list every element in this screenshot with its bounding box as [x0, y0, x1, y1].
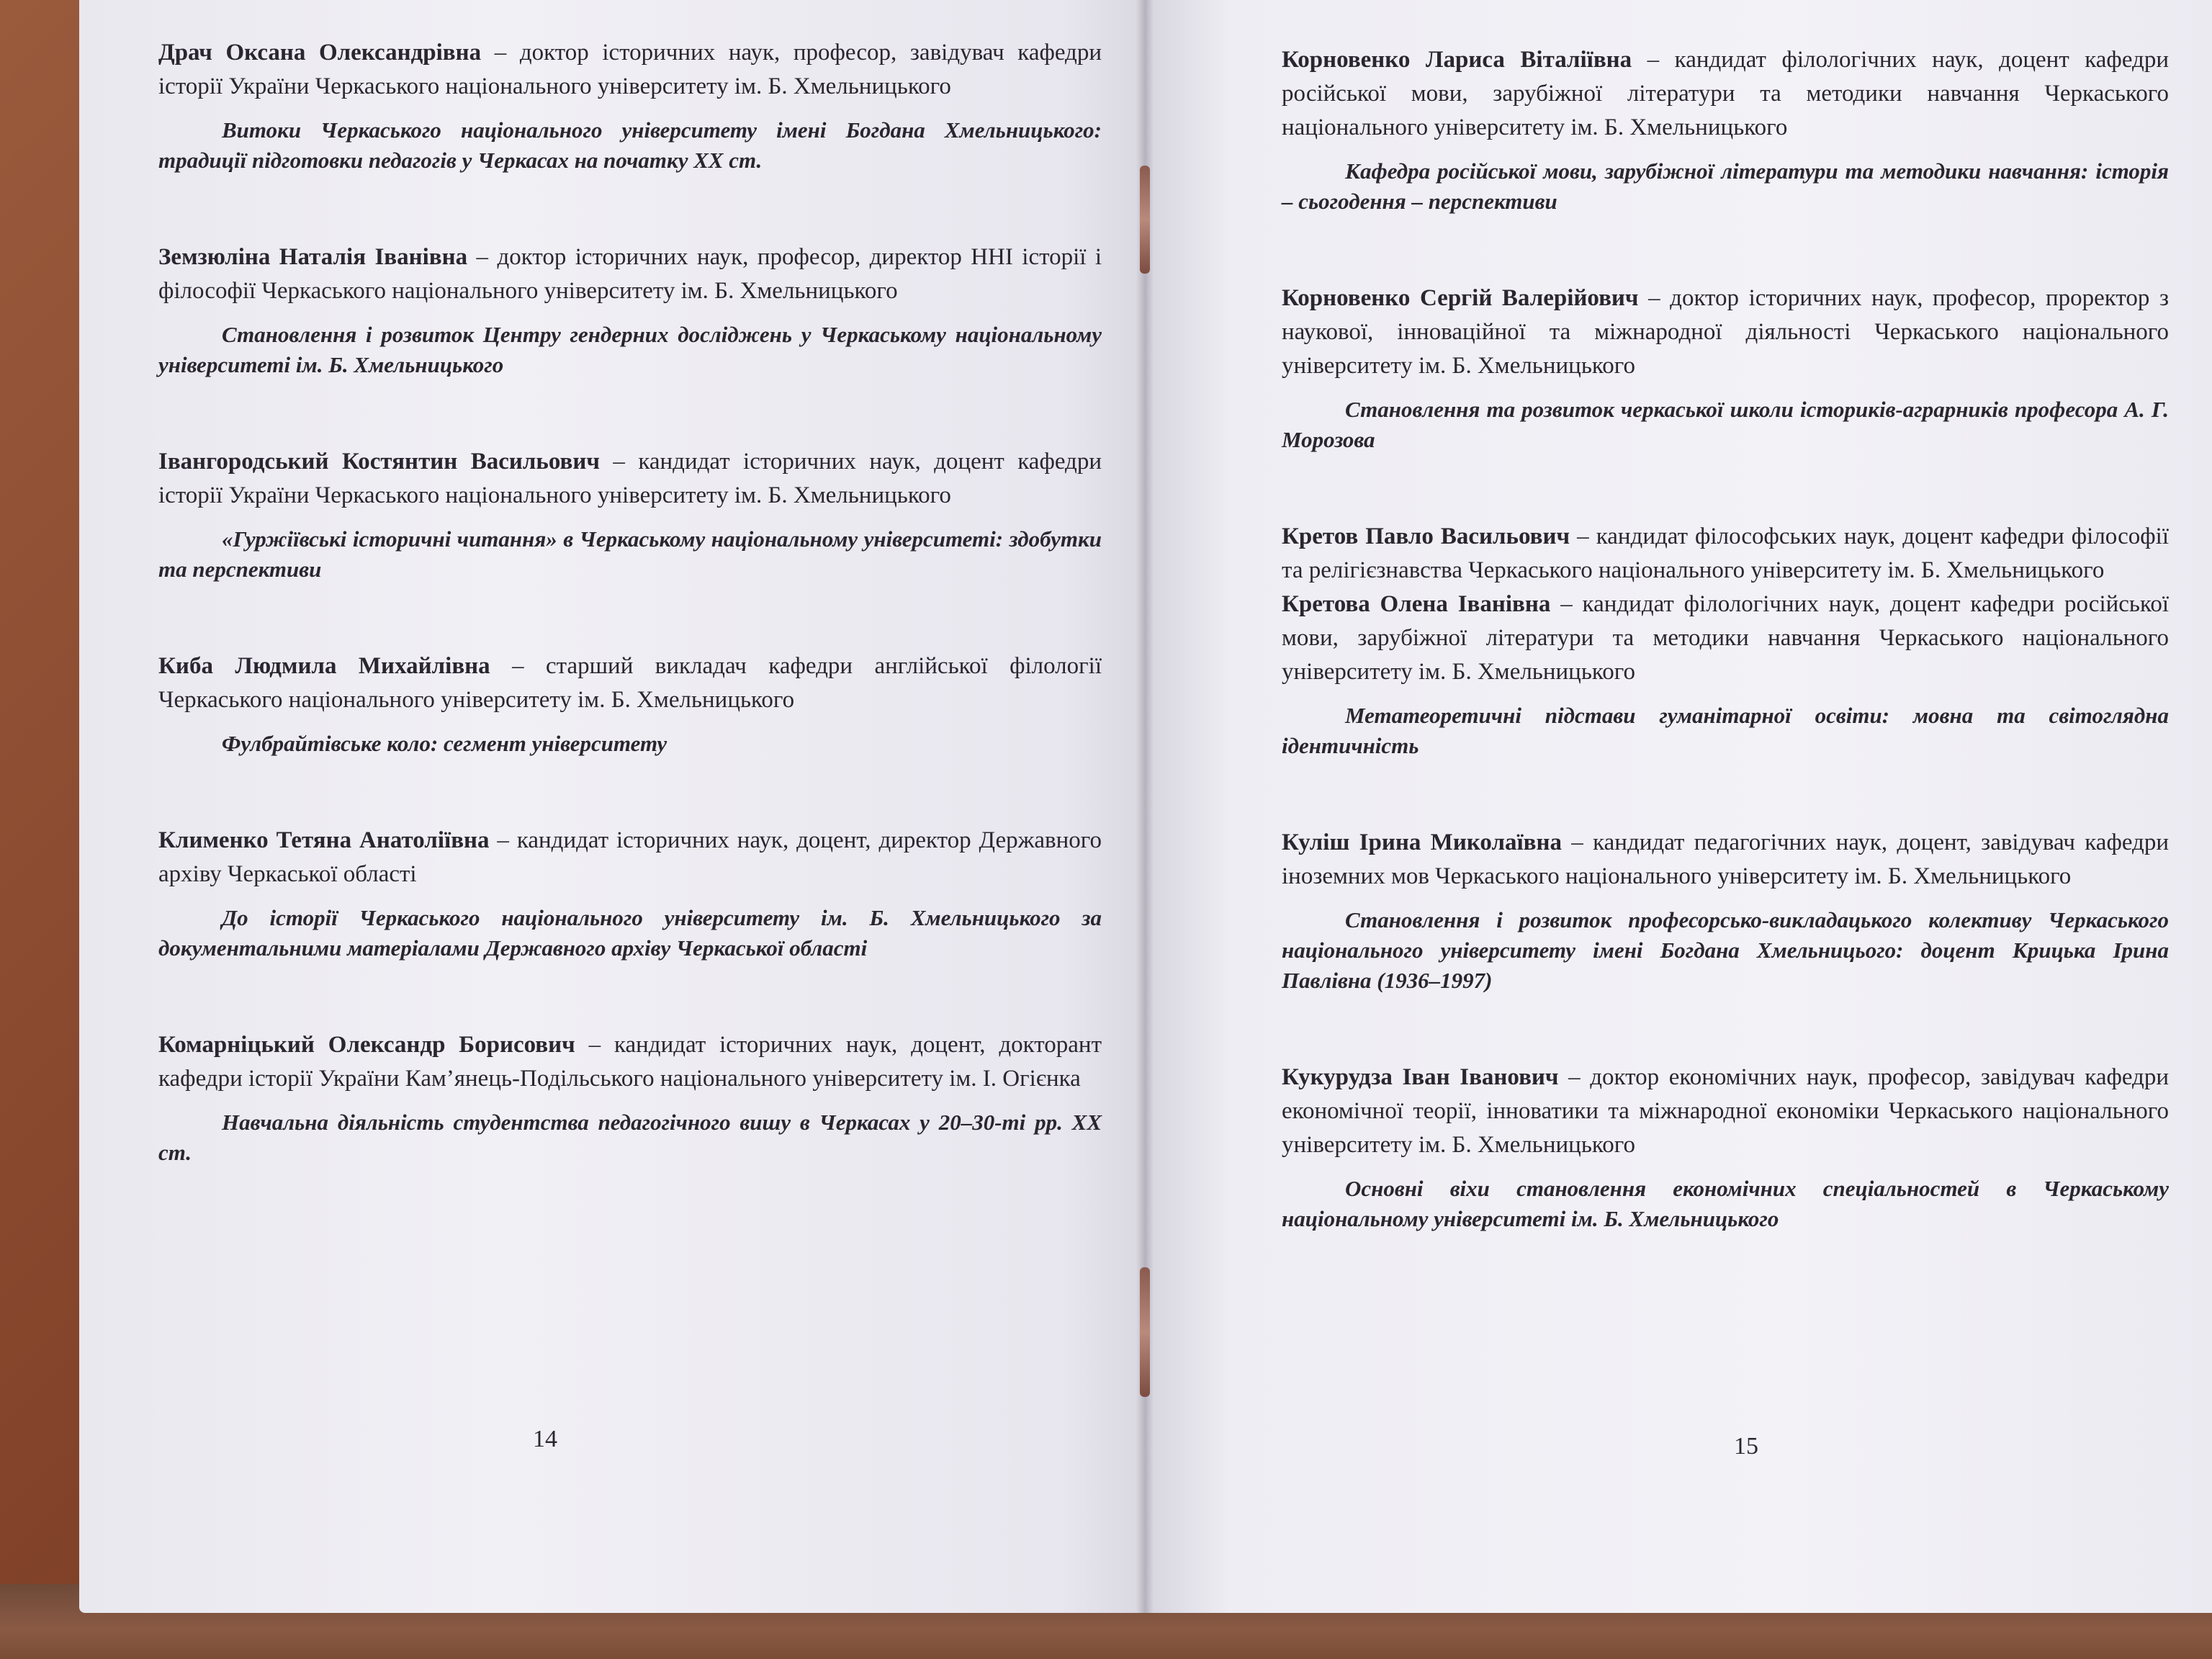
report-topic: «Гуржіївські історичні читання» в Черкаському національному університеті: здобутки та перспективи	[158, 526, 1102, 582]
author-info	[158, 36, 1102, 104]
entry-kornovenko-serhii	[1282, 282, 2169, 455]
author-info	[158, 1028, 1102, 1096]
report-topic: Становлення і розвиток Центру гендерних досліджень у Черкаському національному університеті ім. Б. Хмельницького	[158, 322, 1102, 377]
author-name: Киба Людмила Михайлівна	[158, 653, 490, 679]
report-topic: Витоки Черкаського національного університету імені Богдана Хмельницького: традиції підготовки педагогів у Черкасах на початку XX ст.	[158, 117, 1102, 173]
author-name: Кукурудза Іван Іванович	[1282, 1064, 1559, 1090]
author-description: – доктор історичних наук, професор, завідувач кафедри історії України Черкаського національного університету ім. Б. Хмельницького	[158, 40, 1102, 99]
author-info	[1282, 43, 2169, 145]
author-description: – кандидат філософських наук, доцент кафедри філософії та релігієзнавства Черкаського національного університету ім. Б. Хмельницького	[1282, 523, 2169, 583]
author-description: – кандидат історичних наук, доцент, докторант кафедри історії України Кам’янець-Подільського національного університету ім. І. Огієнка	[158, 1032, 1102, 1092]
author-info	[1282, 1061, 2169, 1162]
author-description: – кандидат історичних наук, доцент, директор Державного архіву Черкаської області	[158, 827, 1102, 887]
report-topic: Фулбрайтівське коло: сегмент університету	[222, 731, 667, 756]
entry-kulish	[1282, 826, 2169, 996]
left-page	[79, 0, 1145, 1613]
author-info	[1282, 282, 2169, 383]
entry-drach	[158, 36, 1102, 176]
author-description: – доктор історичних наук, професор, директор ННІ історії і філософії Черкаського національного університету ім. Б. Хмельницького	[158, 244, 1102, 304]
author-description: – доктор економічних наук, професор, завідувач кафедри економічної теорії, інноватики та міжнародної економіки Черкаського національного університету ім. Б. Хмельницького	[1282, 1064, 2170, 1158]
author-description: – доктор історичних наук, професор, проректор з наукової, інноваційної та міжнародної діяльності Черкаського національного університету ім. Б. Хмельницького	[1282, 285, 2169, 379]
report-topic: Метатеоретичні підстави гуманітарної освіти: мовна та світоглядна ідентичність	[1282, 703, 2169, 758]
coauthor-name: Кретова Олена Іванівна	[1282, 591, 1551, 617]
report-topic: Навчальна діяльність студентства педагогічного вишу в Черкасах у 20–30-ті рр. XX ст.	[158, 1110, 1102, 1165]
entry-kyba	[158, 649, 1102, 759]
author-info	[1282, 826, 2169, 894]
author-name: Кретов Павло Васильович	[1282, 523, 1570, 549]
report-topic: Становлення та розвиток черкаської школи істориків-аграрників професора А. Г. Морозова	[1282, 397, 2169, 452]
author-info	[1282, 520, 2169, 588]
author-info	[158, 824, 1102, 891]
author-name: Івангородський Костянтин Васильович	[158, 449, 600, 475]
binding-thread-bottom	[1140, 1267, 1150, 1397]
author-name: Комарніцький Олександр Борисович	[158, 1032, 575, 1058]
author-name: Земзюліна Наталія Іванівна	[158, 244, 468, 270]
report-topic: Становлення і розвиток професорсько-викладацького колективу Черкаського національного університету імені Богдана Хмельницього: доцент Крицька Ірина Павлівна (1936–1997)	[1282, 907, 2169, 993]
entry-kukurudza	[1282, 1061, 2169, 1234]
entry-kornovenko-larysa	[1282, 43, 2169, 217]
author-description: – кандидат філологічних наук, доцент кафедри російської мови, зарубіжної літератури та методики навчання Черкаського національного університету ім. Б. Хмельницького	[1282, 47, 2169, 140]
page-number-right: 15	[1734, 1433, 1758, 1460]
entry-kretov	[1282, 520, 2169, 761]
entry-klymenko	[158, 824, 1102, 963]
author-description: – кандидат педагогічних наук, доцент, завідувач кафедри іноземних мов Черкаського національного університету ім. Б. Хмельницького	[1282, 830, 2169, 889]
author-name: Корновенко Сергій Валерійович	[1282, 285, 1639, 311]
report-topic: До історії Черкаського національного університету ім. Б. Хмельницького за документальними матеріалами Державного архіву Черкаської області	[158, 905, 1102, 961]
report-topic: Кафедра російської мови, зарубіжної літератури та методики навчання: історія – сьогодення – перспективи	[1282, 158, 2169, 214]
author-info	[158, 445, 1102, 513]
coauthor-description: – кандидат філологічних наук, доцент кафедри російської мови, зарубіжної літератури та методики навчання Черкаського національного університету ім. Б. Хмельницького	[1282, 591, 2169, 685]
author-name: Корновенко Лариса Віталіївна	[1282, 47, 1632, 73]
entry-komarnitskyi	[158, 1028, 1102, 1168]
author-name: Куліш Ірина Миколаївна	[1282, 830, 1562, 855]
author-name: Драч Оксана Олександрівна	[158, 40, 482, 66]
coauthor-info	[1282, 588, 2169, 689]
author-description: – кандидат історичних наук, доцент кафедри історії України Черкаського національного університету ім. Б. Хмельницького	[158, 449, 1102, 508]
author-info	[158, 649, 1102, 717]
author-info	[158, 240, 1102, 308]
right-page	[1145, 0, 2212, 1613]
entry-ivanhorodskyi	[158, 445, 1102, 585]
binding-thread-top	[1140, 166, 1150, 274]
report-topic: Основні віхи становлення економічних спеціальностей в Черкаському національному університеті ім. Б. Хмельницького	[1282, 1176, 2169, 1231]
page-number-left: 14	[533, 1426, 557, 1452]
author-name: Клименко Тетяна Анатоліївна	[158, 827, 490, 853]
entry-zemziulina	[158, 240, 1102, 380]
author-description: – старший викладач кафедри англійської філології Черкаського національного університету ім. Б. Хмельницького	[158, 653, 1102, 713]
